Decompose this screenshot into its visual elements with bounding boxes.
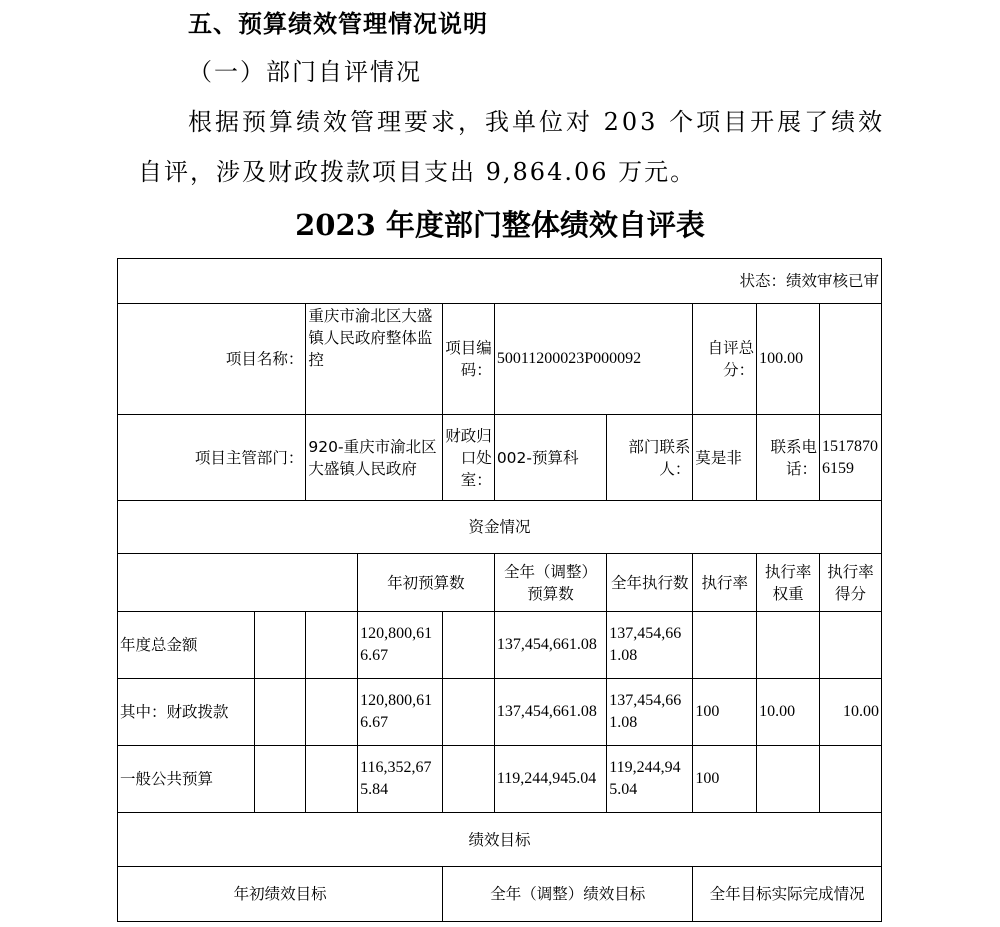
empty-cell xyxy=(443,746,495,813)
row-label: 一般公共预算 xyxy=(118,746,255,813)
rate-score-value xyxy=(819,612,881,679)
dept-label: 项目主管部门： xyxy=(118,415,306,501)
empty-cell xyxy=(254,679,306,746)
col-rate-weight: 执行率权重 xyxy=(757,554,820,612)
col-adjusted-budget: 全年（调整）预算数 xyxy=(494,554,606,612)
adjusted-budget-value: 137,454,661.08 xyxy=(494,679,606,746)
subsection-title: （一）部门自评情况 xyxy=(188,58,422,86)
empty-cell xyxy=(118,554,358,612)
section-title: 五、预算绩效管理情况说明 xyxy=(188,9,488,38)
self-score-value: 100.00 xyxy=(757,304,820,415)
adjusted-budget-value: 137,454,661.08 xyxy=(494,612,606,679)
contact-value: 莫是非 xyxy=(693,415,757,501)
dept-value: 920-重庆市渝北区大盛镇人民政府 xyxy=(306,415,443,501)
empty-cell xyxy=(254,746,306,813)
status-cell: 状态：绩效审核已审 xyxy=(118,259,882,304)
table-row xyxy=(118,679,882,746)
paragraph-line-2: 自评，涉及财政拨款项目支出 9,864.06 万元。 xyxy=(138,158,697,186)
col-initial-budget: 年初预算数 xyxy=(358,554,495,612)
rate-score-value: 10.00 xyxy=(819,679,881,746)
project-code-value: 50011200023P000092 xyxy=(494,304,693,415)
empty-cell xyxy=(819,304,881,415)
empty-cell xyxy=(443,679,495,746)
initial-budget-value: 120,800,616.67 xyxy=(358,679,443,746)
table-row xyxy=(118,746,882,813)
empty-cell xyxy=(306,679,358,746)
rate-weight-value xyxy=(757,746,820,813)
finance-office-label: 财政归口处室： xyxy=(443,415,495,501)
rate-weight-value xyxy=(757,612,820,679)
project-name-value: 重庆市渝北区大盛镇人民政府整体监控 xyxy=(306,304,443,415)
self-score-label: 自评总分： xyxy=(693,304,757,415)
funds-section-header: 资金情况 xyxy=(118,501,882,554)
table-title: 2023 年度部门整体绩效自评表 xyxy=(295,208,705,242)
goals-section-header: 绩效目标 xyxy=(118,813,882,867)
performance-self-evaluation-table xyxy=(117,258,882,922)
table-row xyxy=(118,612,882,679)
exec-rate-value xyxy=(693,612,757,679)
initial-budget-value: 116,352,675.84 xyxy=(358,746,443,813)
rate-weight-value: 10.00 xyxy=(757,679,820,746)
phone-label: 联系电话： xyxy=(757,415,820,501)
executed-value: 137,454,661.08 xyxy=(607,679,693,746)
col-rate-score: 执行率得分 xyxy=(819,554,881,612)
empty-cell xyxy=(306,612,358,679)
phone-value: 15178706159 xyxy=(819,415,881,501)
contact-label: 部门联系人： xyxy=(607,415,693,501)
finance-office-value: 002-预算科 xyxy=(494,415,606,501)
goal-initial-header: 年初绩效目标 xyxy=(118,867,443,922)
paragraph-line-1: 根据预算绩效管理要求，我单位对 203 个项目开展了绩效 xyxy=(188,108,886,136)
col-exec-rate: 执行率 xyxy=(693,554,757,612)
empty-cell xyxy=(306,746,358,813)
initial-budget-value: 120,800,616.67 xyxy=(358,612,443,679)
executed-value: 137,454,661.08 xyxy=(607,612,693,679)
executed-value: 119,244,945.04 xyxy=(607,746,693,813)
empty-cell xyxy=(443,612,495,679)
row-label: 年度总金额 xyxy=(118,612,255,679)
project-code-label: 项目编码： xyxy=(443,304,495,415)
exec-rate-value: 100 xyxy=(693,679,757,746)
exec-rate-value: 100 xyxy=(693,746,757,813)
adjusted-budget-value: 119,244,945.04 xyxy=(494,746,606,813)
goal-actual-header: 全年目标实际完成情况 xyxy=(693,867,882,922)
row-label: 其中：财政拨款 xyxy=(118,679,255,746)
empty-cell xyxy=(254,612,306,679)
goal-adjusted-header: 全年（调整）绩效目标 xyxy=(443,867,693,922)
rate-score-value xyxy=(819,746,881,813)
col-executed: 全年执行数 xyxy=(607,554,693,612)
project-name-label: 项目名称： xyxy=(118,304,306,415)
